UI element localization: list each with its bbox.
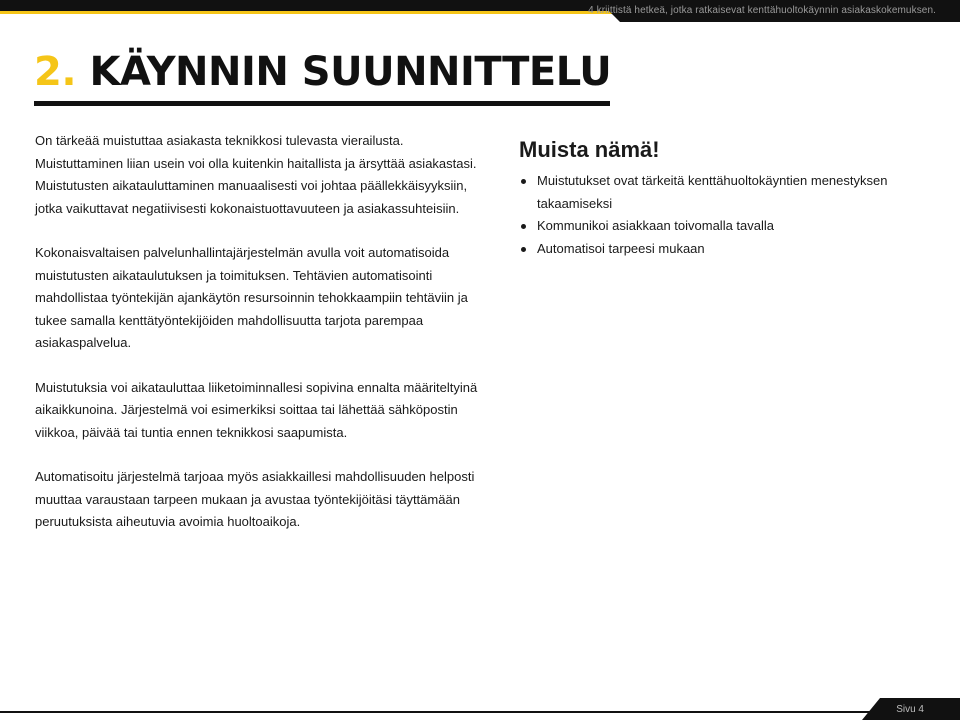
paragraph-2: Kokonaisvaltaisen palvelunhallintajärjestelmän avulla voit automatisoida muistutusten aikataulutuksen ja toimituksen. Tehtävien automatisointi mahdollistaa työntekijän ajankäytön resursoinnin tehokkaampiin tehtäviin ja tukee samalla kenttätyöntekijöiden mahdollisuutta tarjota parempaa asiakaspalvelua.	[35, 245, 468, 350]
page-number: Sivu 4	[896, 704, 924, 715]
reminder-item	[519, 170, 929, 215]
header-bar	[0, 0, 960, 22]
reminder-box	[519, 136, 929, 260]
title-underline	[34, 101, 610, 106]
reminder-item-text: Automatisoi tarpeesi mukaan	[537, 240, 705, 256]
body-text	[35, 130, 485, 556]
paragraph-1: On tärkeää muistuttaa asiakasta teknikkosi tulevasta vierailusta. Muistuttaminen liian usein voi olla kuitenkin haitallista ja ärsyttää asiakastasi. Muistutusten aikatauluttaminen manuaalisesti voi johtaa päällekkäisyyksiin, jotka vaikuttavat negatiivisesti kokonaistuottavuuteen ja asiakassuhteisiin.	[35, 133, 477, 216]
footer-bar	[0, 698, 960, 720]
reminder-item	[519, 238, 929, 261]
footer-bar-shape	[0, 698, 960, 720]
header-tagline: 4 kriittistä hetkeä, jotka ratkaisevat kenttähuoltokäynnin asiakaskokemuksen.	[588, 5, 936, 16]
reminder-item-text: Kommunikoi asiakkaan toivomalla tavalla	[537, 218, 775, 233]
reminder-item	[519, 215, 929, 238]
reminder-item-text: Muistutukset ovat tärkeitä kenttähuoltokäyntien menestyksen takaamiseksi	[537, 173, 888, 211]
bullet-icon	[521, 224, 526, 229]
reminder-list	[519, 170, 929, 260]
bullet-icon	[521, 179, 526, 184]
page-title	[34, 48, 611, 96]
paragraph-4: Automatisoitu järjestelmä tarjoaa myös asiakkaillesi mahdollisuuden helposti muuttaa varaustaan tarpeen mukaan ja avustaa työntekijöitäsi täyttämään peruutuksista aiheutuvia avoimia huoltoaikoja.	[35, 469, 475, 529]
bullet-icon	[521, 247, 526, 252]
paragraph-3: Muistutuksia voi aikatauluttaa liiketoiminnallesi sopivina ennalta määriteltyinä aikaikkunoina. Järjestelmä voi esimerkiksi soittaa tai lähettää sähköpostin viikkoa, päivää tai tuntia ennen teknikkosi saapumista.	[35, 379, 478, 440]
section-number: 2.	[34, 49, 77, 95]
reminder-heading: Muista nämä!	[519, 137, 660, 162]
section-title: KÄYNNIN SUUNNITTELU	[89, 49, 612, 95]
